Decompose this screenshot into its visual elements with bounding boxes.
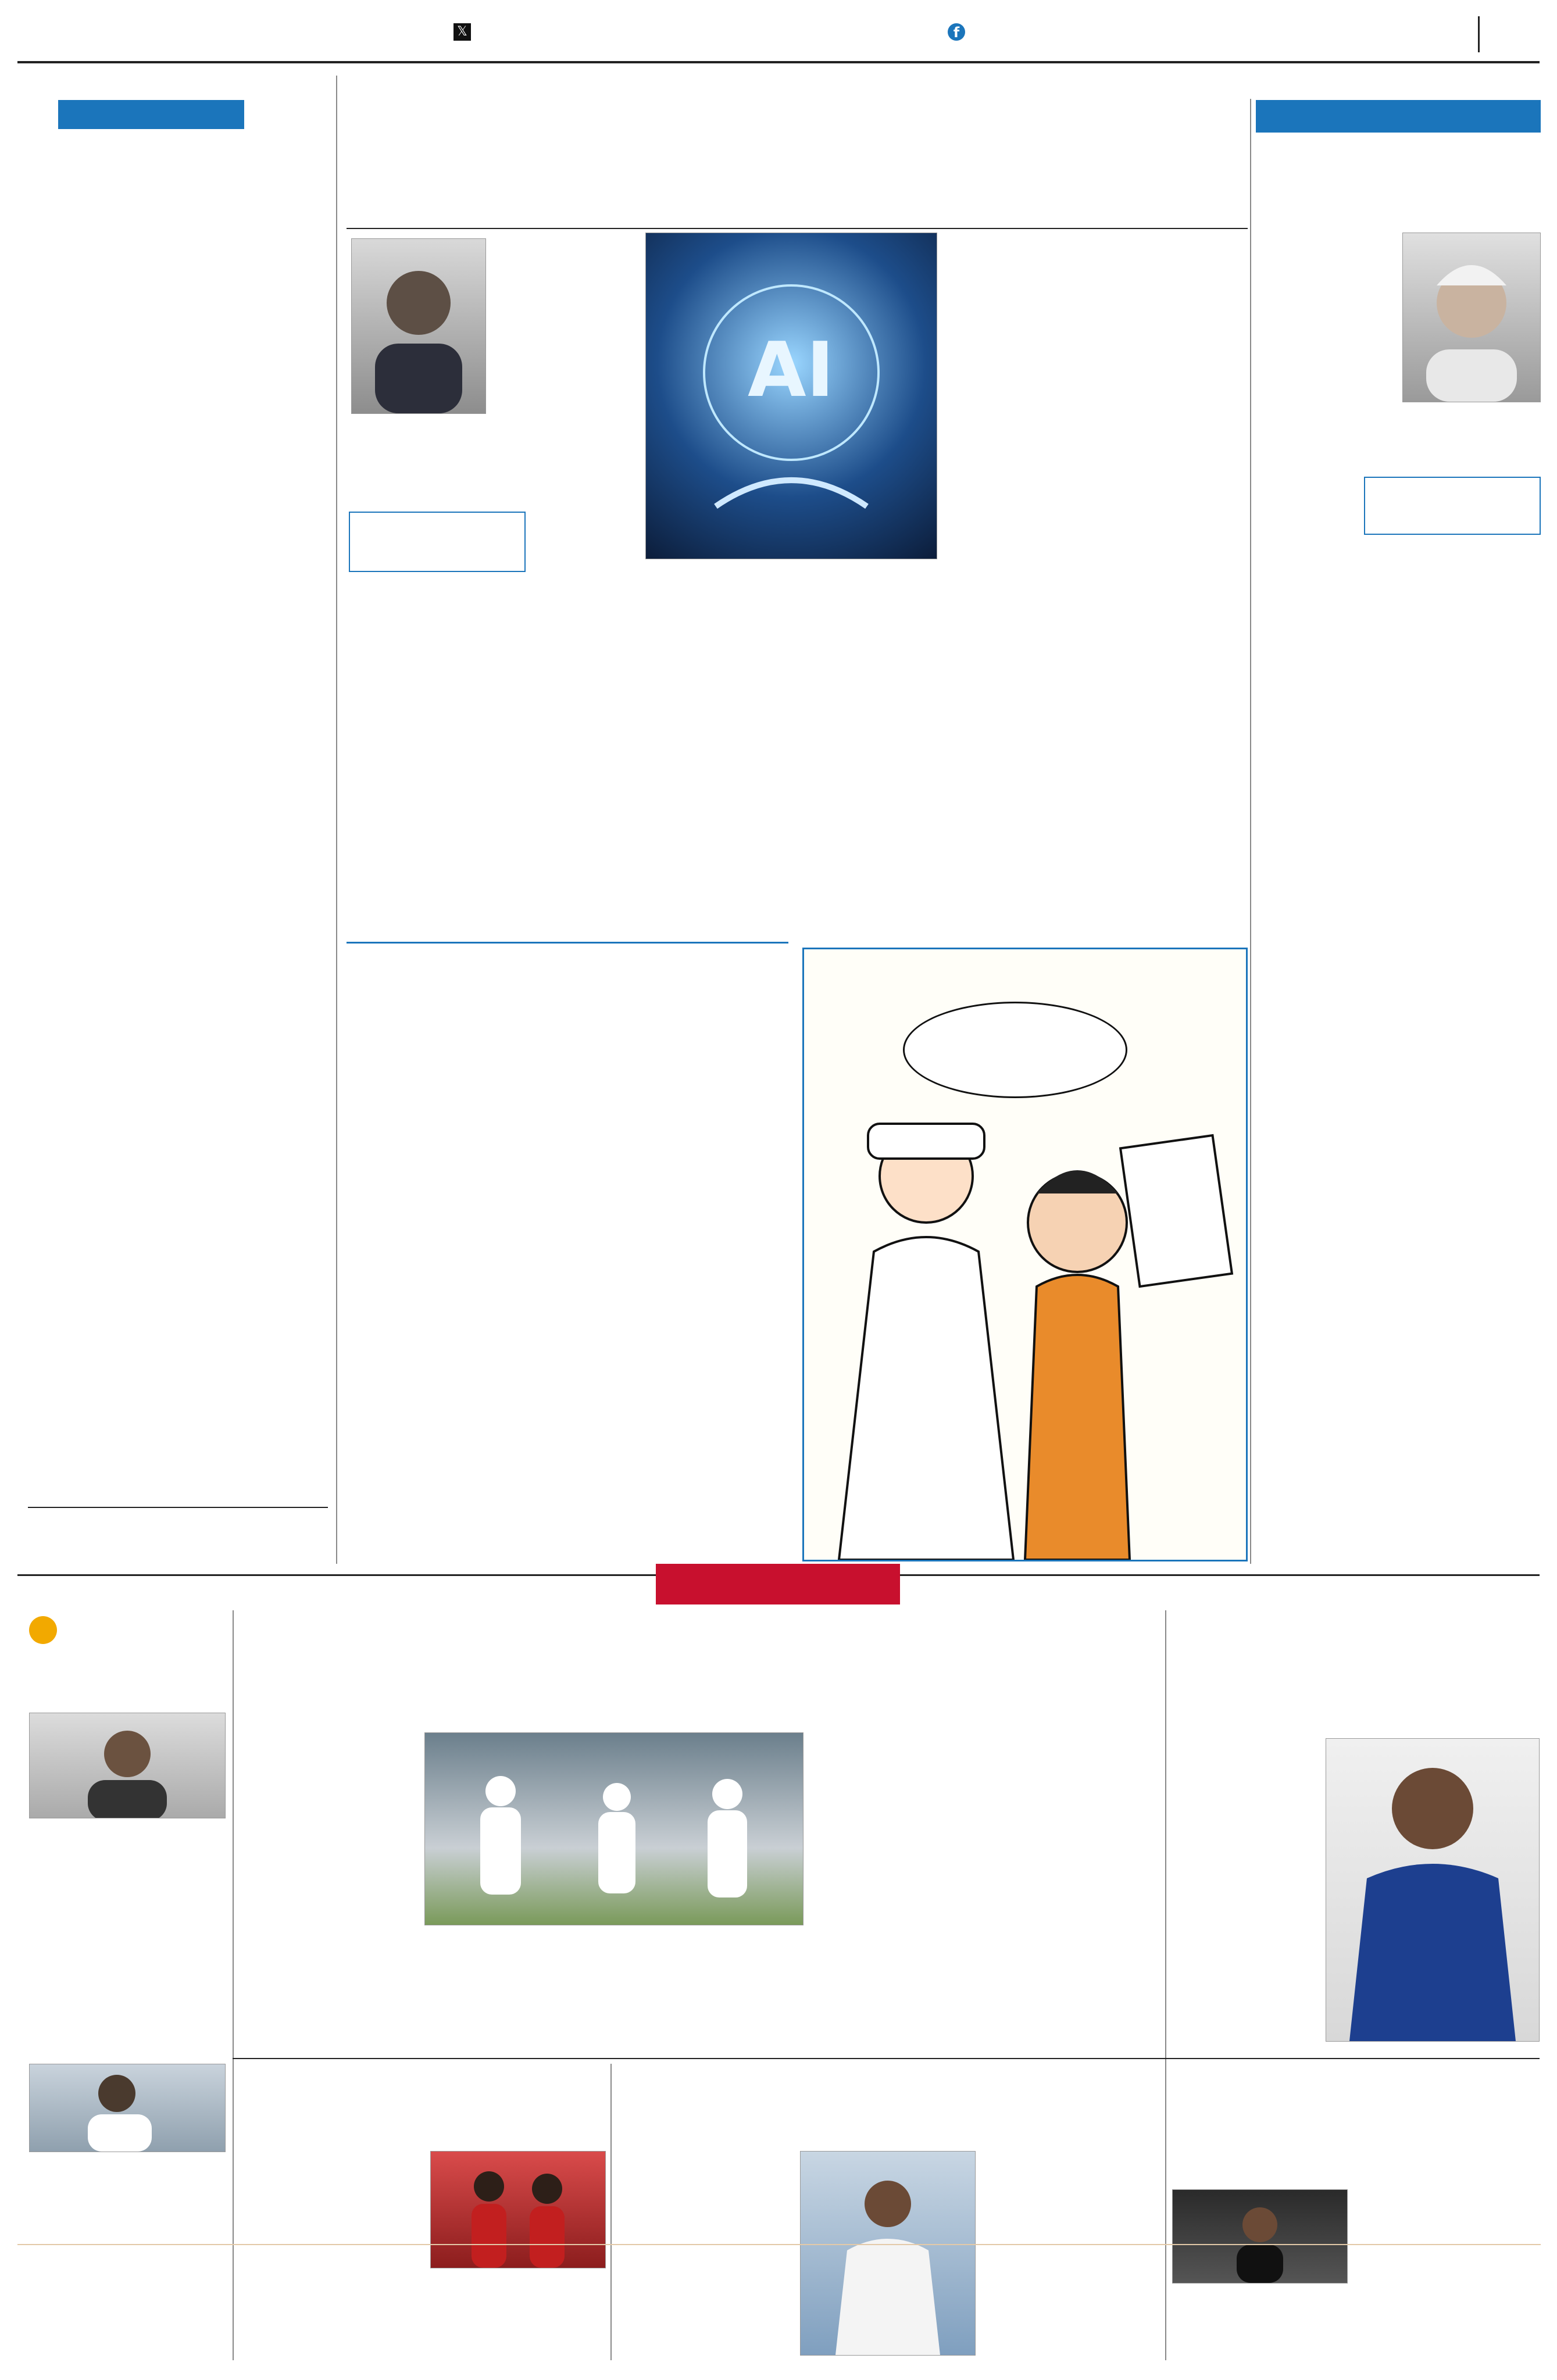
- lead-column-2: [645, 564, 936, 919]
- ranji-column-2: [424, 1930, 610, 2052]
- nz-photo: [1172, 2189, 1348, 2283]
- brief-2-photo: [29, 2064, 226, 2152]
- editorial-tag: [58, 100, 244, 129]
- ranji-column-4: [809, 1744, 984, 2052]
- sports-divider-2: [1165, 1610, 1166, 2360]
- ranji-column-1: [244, 1767, 419, 2052]
- sports-brief-s: [29, 1616, 57, 1644]
- ai-hand-icon: [646, 233, 937, 559]
- svg-text:AI: AI: [748, 326, 834, 414]
- spinner-icon: [1173, 2190, 1347, 2283]
- nz-body-1: [1172, 2286, 1347, 2360]
- ranji-column-5: [991, 1744, 1163, 2052]
- masthead: [0, 0, 1557, 64]
- right-author-photo: [1402, 233, 1541, 402]
- bgt-body-2: [981, 2151, 1163, 2360]
- cricketers-icon: [425, 1733, 803, 1925]
- right-tag: [1256, 100, 1541, 133]
- twitter-icon: 𝕏: [453, 23, 471, 41]
- letter-1-body: [349, 961, 558, 1496]
- col-divider-left: [336, 76, 337, 1564]
- editorial-footer-rule: [28, 1507, 328, 1508]
- lead-ai-illustration: [645, 233, 937, 559]
- cricketer-icon: [801, 2152, 975, 2355]
- col-divider-right: [1250, 99, 1251, 1564]
- sa-photo: [1326, 1738, 1540, 2042]
- bgt-body-1: [619, 2189, 793, 2360]
- ranji-photo: [424, 1732, 804, 1925]
- letter-2-body: [571, 961, 785, 1496]
- page-number: [1478, 16, 1538, 52]
- lead-column-1b: [349, 581, 640, 907]
- editorial-body: [134, 278, 326, 1493]
- sa-body: [1172, 1742, 1317, 2044]
- header-rule: [17, 61, 1540, 63]
- ranji-column-3: [616, 1930, 802, 2052]
- lead-column-3: [945, 233, 1240, 872]
- player-silhouette-icon: [30, 1713, 225, 1818]
- lead-author-photo: [351, 238, 486, 414]
- sports-banner: [656, 1564, 900, 1604]
- cricketer-jersey-icon: [1326, 1739, 1539, 2041]
- cartoon-drawing-icon: [804, 949, 1246, 1560]
- author-silhouette-icon: [352, 239, 485, 413]
- cartoon-box: [802, 948, 1248, 1561]
- sports-mid-rule: [233, 2058, 1540, 2059]
- nz-body-2: [1354, 2189, 1538, 2360]
- right-body-1: [1256, 228, 1395, 484]
- sports-divider-3: [610, 2064, 612, 2360]
- brief-1-body: [29, 1823, 227, 1997]
- lead-column-1: [494, 233, 640, 564]
- sports-divider-1: [233, 1610, 234, 2360]
- letters-box: [347, 942, 788, 1560]
- lead-rule: [347, 228, 1248, 229]
- horoscope-strip: [17, 2244, 1541, 2245]
- right-logo-brand: [1365, 478, 1540, 479]
- right-body-2: [1256, 541, 1538, 1535]
- korea-body: [244, 2197, 605, 2360]
- sports-brief-logo: [29, 1616, 63, 1650]
- bgt-photo: [800, 2151, 976, 2356]
- facebook-icon: f: [948, 23, 965, 41]
- brief-1-photo: [29, 1713, 226, 1818]
- tennis-player-icon: [30, 2064, 225, 2152]
- author-silhouette-icon: [1403, 233, 1540, 402]
- right-section-logo: [1364, 477, 1541, 535]
